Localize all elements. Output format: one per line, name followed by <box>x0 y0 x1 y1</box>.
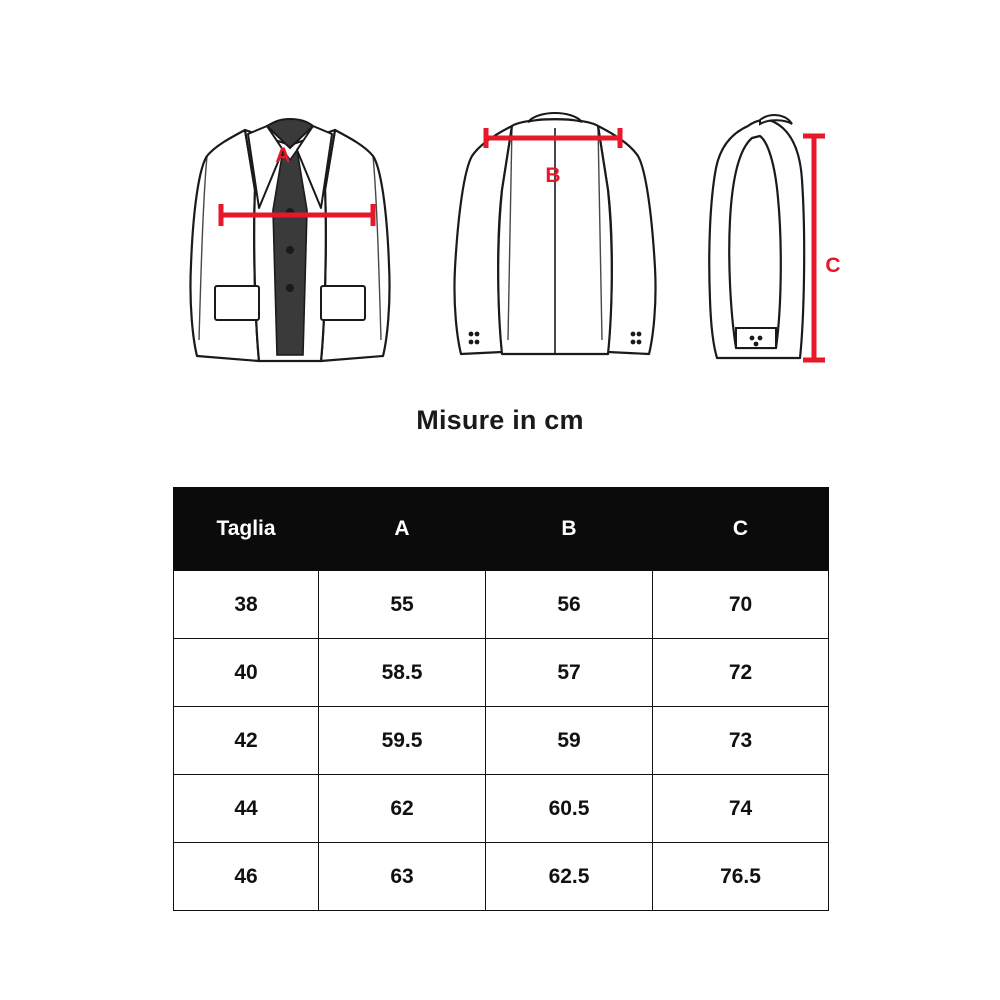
table-cell: 57 <box>486 639 653 707</box>
table-cell: 46 <box>174 843 319 911</box>
table-header-cell: Taglia <box>174 488 319 571</box>
table-row <box>174 639 829 707</box>
table-row <box>174 707 829 775</box>
table-header-row <box>174 488 829 571</box>
jacket-side-view <box>690 90 870 380</box>
measure-label-a: A <box>275 144 291 167</box>
table-cell: 58.5 <box>319 639 486 707</box>
table-cell: 62 <box>319 775 486 843</box>
measure-label-c: C <box>825 254 841 277</box>
table-cell: 63 <box>319 843 486 911</box>
table-row <box>174 571 829 639</box>
table-cell: 72 <box>653 639 829 707</box>
size-table <box>173 487 829 911</box>
table-cell: 62.5 <box>486 843 653 911</box>
table-cell: 42 <box>174 707 319 775</box>
measure-label-b: B <box>545 164 561 187</box>
size-table-container <box>173 487 828 911</box>
jacket-back-view <box>440 90 670 380</box>
table-cell: 74 <box>653 775 829 843</box>
measure-arrow-c <box>803 136 825 360</box>
table-cell: 55 <box>319 571 486 639</box>
table-cell: 76.5 <box>653 843 829 911</box>
table-header-cell: C <box>653 488 829 571</box>
table-header-cell: B <box>486 488 653 571</box>
table-row <box>174 843 829 911</box>
table-cell: 56 <box>486 571 653 639</box>
table-cell: 59.5 <box>319 707 486 775</box>
jacket-front-view <box>175 90 405 380</box>
table-cell: 60.5 <box>486 775 653 843</box>
table-cell: 73 <box>653 707 829 775</box>
measurement-unit-caption: Misure in cm <box>416 405 584 435</box>
table-cell: 59 <box>486 707 653 775</box>
table-cell: 38 <box>174 571 319 639</box>
table-header-cell: A <box>319 488 486 571</box>
table-cell: 70 <box>653 571 829 639</box>
table-cell: 44 <box>174 775 319 843</box>
table-row <box>174 775 829 843</box>
side-cuff <box>736 328 776 348</box>
illustration-row <box>0 90 1000 390</box>
table-cell: 40 <box>174 639 319 707</box>
